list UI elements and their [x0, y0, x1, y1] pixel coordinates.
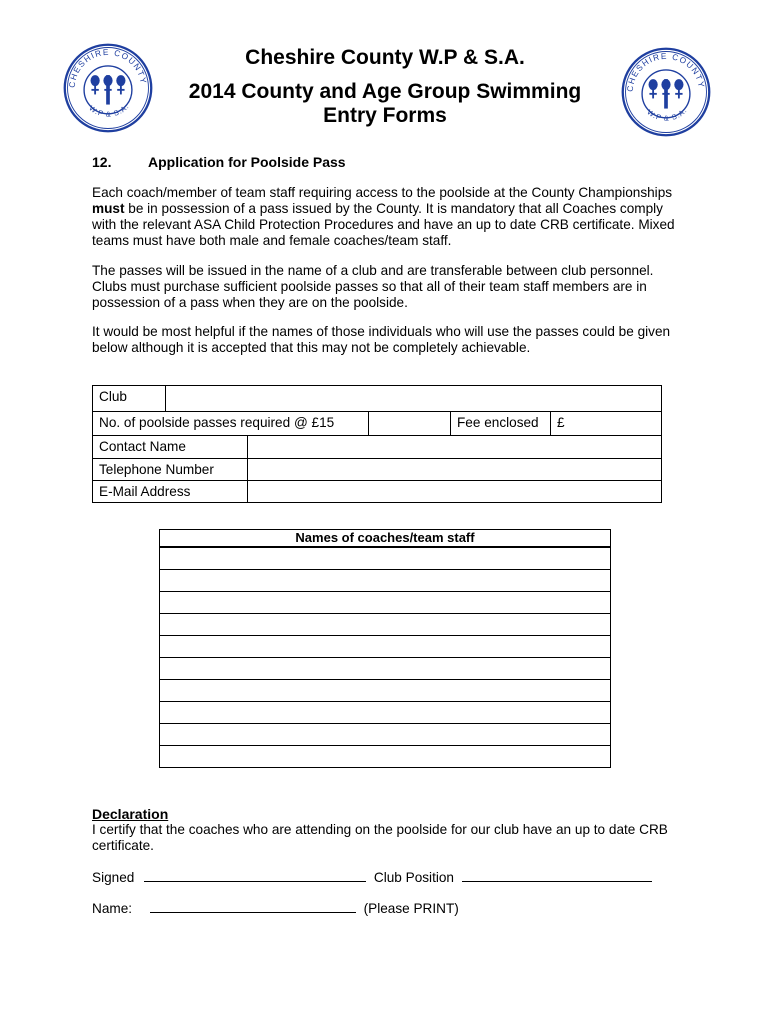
- name-label: Name:: [92, 901, 133, 916]
- fee-label: Fee enclosed: [450, 412, 550, 435]
- logo-arc-bottom-text: W.P & S.A.: [645, 105, 689, 123]
- name-row-5[interactable]: [160, 635, 610, 657]
- declaration-text: I certify that the coaches who are attending on the poolside for our club have an up to date CRB certificate.: [92, 822, 668, 853]
- name-row-9[interactable]: [160, 723, 610, 745]
- logo-arc-top-text: CHESHIRE COUNTY: [67, 47, 149, 89]
- name-field[interactable]: [150, 900, 356, 913]
- section-heading: [92, 154, 346, 170]
- name-row-4[interactable]: [160, 613, 610, 635]
- logo-arc-top-text: CHESHIRE COUNTY: [625, 51, 707, 93]
- paragraph1-text-b: be in possession of a pass issued by the County. It is mandatory that all Coaches comply with the relevant ASA Child Protection Procedures and have an up to date CRB certificate. Mixed teams must have both male and female coaches/team staff.: [92, 201, 675, 248]
- print-note: (Please PRINT): [363, 901, 459, 916]
- page-subtitle-line2: Entry Forms: [323, 104, 447, 127]
- signed-label: Signed: [92, 870, 135, 885]
- name-row-7[interactable]: [160, 679, 610, 701]
- club-label: Club: [99, 389, 127, 404]
- name-row-2[interactable]: [160, 569, 610, 591]
- email-label: E-Mail Address: [99, 484, 191, 499]
- signature-field[interactable]: [144, 869, 366, 882]
- section-number: 12.: [92, 154, 112, 170]
- passes-input[interactable]: [368, 412, 450, 435]
- fee-input[interactable]: [550, 412, 661, 435]
- signature-line: [92, 869, 652, 885]
- name-row-1[interactable]: [160, 547, 610, 569]
- wheatsheaf-icon: [649, 79, 684, 108]
- telephone-label: Telephone Number: [99, 462, 214, 477]
- paragraph1-bold-word: must: [92, 201, 125, 216]
- club-position-field[interactable]: [462, 869, 652, 882]
- telephone-input[interactable]: [247, 459, 661, 480]
- club-details-table: [92, 385, 662, 503]
- page-title: Cheshire County W.P & S.A.: [245, 46, 525, 69]
- paragraph1-text-a: Each coach/member of team staff requiring access to the poolside at the County Championships: [92, 185, 673, 200]
- paragraph-pass-issue: The passes will be issued in the name of a club and are transferable between club personnel. Clubs must purchase sufficient poolside passes so that all of their team staff members are in possession of a pass when they are on the poolside.: [92, 263, 654, 310]
- currency-symbol: £: [557, 415, 565, 430]
- page-subtitle: 2014 County and Age Group Swimming: [188, 80, 582, 103]
- paragraph-requirements: [92, 185, 682, 249]
- names-table-header: Names of coaches/team staff: [160, 530, 610, 547]
- paragraph-names-request: It would be most helpful if the names of those individuals who will use the passes could be given below although it is accepted that this may not be completely achievable.: [92, 324, 671, 355]
- name-row-8[interactable]: [160, 701, 610, 723]
- email-input[interactable]: [247, 481, 661, 502]
- name-line: [92, 900, 459, 916]
- club-position-label: Club Position: [373, 870, 454, 885]
- cheshire-county-logo: [620, 46, 712, 138]
- coaches-names-table: [159, 529, 611, 768]
- contact-name-input[interactable]: [247, 436, 661, 458]
- section-title: Application for Poolside Pass: [148, 154, 346, 170]
- declaration-heading: Declaration: [92, 806, 169, 822]
- name-row-10[interactable]: [160, 745, 610, 767]
- wheatsheaf-icon: [91, 75, 126, 104]
- contact-name-label: Contact Name: [99, 439, 186, 454]
- club-input[interactable]: [165, 386, 661, 411]
- passes-label: No. of poolside passes required @ £15: [99, 415, 335, 430]
- name-row-3[interactable]: [160, 591, 610, 613]
- logo-arc-bottom-text: W.P & S.A.: [87, 101, 131, 119]
- name-row-6[interactable]: [160, 657, 610, 679]
